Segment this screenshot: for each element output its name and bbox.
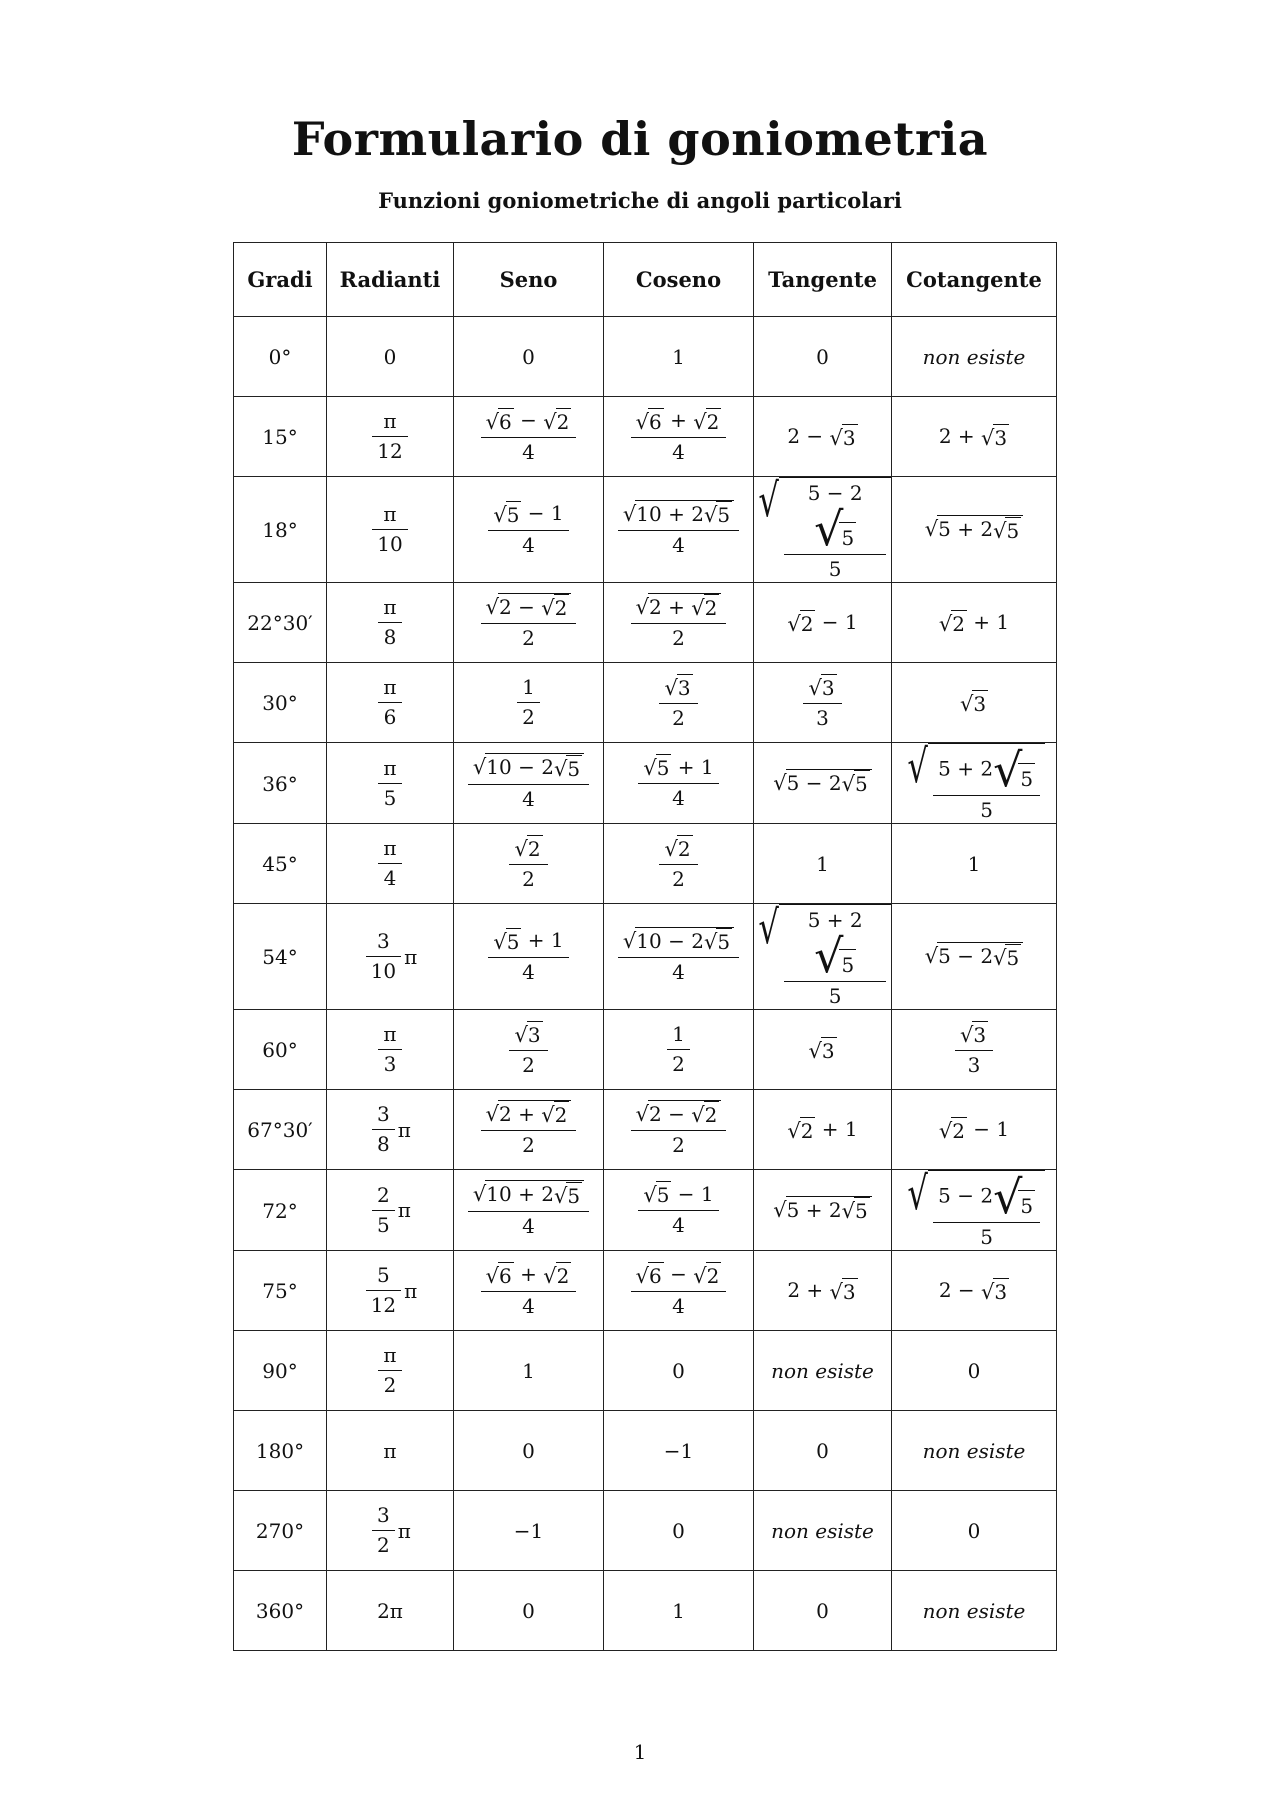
- cell-cotangente: non esiste: [892, 1411, 1057, 1491]
- cell-gradi: 15°: [234, 397, 327, 477]
- cell-tangente: √3: [754, 1010, 892, 1090]
- cell-coseno: 0: [604, 1331, 754, 1411]
- cell-gradi: 60°: [234, 1010, 327, 1090]
- cell-coseno: 0: [604, 1491, 754, 1571]
- cell-tangente: 0: [754, 1571, 892, 1651]
- cell-cotangente: √2 + 1: [892, 583, 1057, 663]
- table-header-row: [234, 243, 1057, 317]
- cell-tangente: non esiste: [754, 1331, 892, 1411]
- cell-coseno: $\frac{√6 + √2}{4}$: [604, 397, 754, 477]
- cell-cotangente: 2 − √3: [892, 1251, 1057, 1331]
- cell-coseno: $\frac{1}{2}$: [604, 1010, 754, 1090]
- table-row: [234, 397, 1057, 477]
- page-subtitle: Funzioni goniometriche di angoli particolari: [378, 188, 902, 213]
- cell-coseno: $\frac{√2 - √2}{2}$: [604, 1090, 754, 1170]
- cell-tangente: 0: [754, 317, 892, 397]
- cell-tangente: 2 − √3: [754, 397, 892, 477]
- cell-tangente: √ $\frac{5 - 2√5}{5}$: [754, 477, 892, 583]
- table-row: [234, 1010, 1057, 1090]
- cell-coseno: $\frac{√6 - √2}{4}$: [604, 1251, 754, 1331]
- cell-coseno: $\frac{√10 + 2√5}{4}$: [604, 477, 754, 583]
- cell-seno: $\frac{√5 - 1}{4}$: [454, 477, 604, 583]
- table-row: [234, 1170, 1057, 1251]
- cell-seno: $\frac{√10 - 2√5}{4}$: [454, 743, 604, 824]
- cell-cotangente: 0: [892, 1331, 1057, 1411]
- cell-coseno: $\frac{√5 - 1}{4}$: [604, 1170, 754, 1251]
- table-row: [234, 1331, 1057, 1411]
- cell-cotangente: non esiste: [892, 1571, 1057, 1651]
- cell-gradi: 45°: [234, 824, 327, 904]
- header-radianti: Radianti: [327, 243, 454, 317]
- page-number: 1: [633, 1740, 647, 1764]
- table-row: [234, 477, 1057, 583]
- cell-seno: $\frac{√2 + √2}{2}$: [454, 1090, 604, 1170]
- table-row: [234, 317, 1057, 397]
- cell-cotangente: √5 − 2√5: [892, 904, 1057, 1010]
- cell-seno: $\frac{1}{2}$: [454, 663, 604, 743]
- header-coseno: Coseno: [604, 243, 754, 317]
- cell-gradi: 180°: [234, 1411, 327, 1491]
- cell-tangente: 1: [754, 824, 892, 904]
- cell-radianti: $\frac{3}{8}$ π: [327, 1090, 454, 1170]
- cell-coseno: 1: [604, 1571, 754, 1651]
- cell-radianti: $\frac{5}{12}$ π: [327, 1251, 454, 1331]
- table-row: [234, 583, 1057, 663]
- cell-gradi: 360°: [234, 1571, 327, 1651]
- table-row: [234, 904, 1057, 1010]
- table-row: [234, 1571, 1057, 1651]
- cell-tangente: √2 − 1: [754, 583, 892, 663]
- cell-radianti: 0: [327, 317, 454, 397]
- header-tangente: Tangente: [754, 243, 892, 317]
- cell-cotangente: √5 + 2√5: [892, 477, 1057, 583]
- table-row: [234, 1251, 1057, 1331]
- cell-seno: $\frac{√10 + 2√5}{4}$: [454, 1170, 604, 1251]
- cell-radianti: $\frac{\pi}{5}$: [327, 743, 454, 824]
- cell-coseno: $\frac{√2}{2}$: [604, 824, 754, 904]
- cell-tangente: 2 + √3: [754, 1251, 892, 1331]
- cell-gradi: 72°: [234, 1170, 327, 1251]
- cell-seno: $\frac{√3}{2}$: [454, 1010, 604, 1090]
- cell-gradi: 18°: [234, 477, 327, 583]
- table-row: [234, 1491, 1057, 1571]
- header-gradi: Gradi: [234, 243, 327, 317]
- cell-radianti: $\frac{\pi}{4}$: [327, 824, 454, 904]
- cell-gradi: 0°: [234, 317, 327, 397]
- table-body: [234, 317, 1057, 1651]
- cell-seno: 0: [454, 1411, 604, 1491]
- table-row: [234, 1090, 1057, 1170]
- cell-gradi: 270°: [234, 1491, 327, 1571]
- cell-coseno: $\frac{√5 + 1}{4}$: [604, 743, 754, 824]
- cell-cotangente: 1: [892, 824, 1057, 904]
- cell-seno: 0: [454, 1571, 604, 1651]
- cell-gradi: 22°30′: [234, 583, 327, 663]
- cell-tangente: √5 + 2√5: [754, 1170, 892, 1251]
- cell-cotangente: √ $\frac{5 - 2√5}{5}$: [892, 1170, 1057, 1251]
- cell-seno: $\frac{√5 + 1}{4}$: [454, 904, 604, 1010]
- table-row: [234, 1411, 1057, 1491]
- cell-gradi: 75°: [234, 1251, 327, 1331]
- cell-gradi: 36°: [234, 743, 327, 824]
- cell-radianti: $\frac{3}{10}$ π: [327, 904, 454, 1010]
- cell-seno: $\frac{√6 - √2}{4}$: [454, 397, 604, 477]
- cell-radianti: $\frac{\pi}{12}$: [327, 397, 454, 477]
- cell-seno: 0: [454, 317, 604, 397]
- cell-seno: $\frac{√2}{2}$: [454, 824, 604, 904]
- table-row: [234, 663, 1057, 743]
- cell-radianti: $\frac{\pi}{3}$: [327, 1010, 454, 1090]
- cell-coseno: −1: [604, 1411, 754, 1491]
- header-seno: Seno: [454, 243, 604, 317]
- cell-radianti: 2π: [327, 1571, 454, 1651]
- cell-coseno: $\frac{√2 + √2}{2}$: [604, 583, 754, 663]
- cell-coseno: 1: [604, 317, 754, 397]
- cell-tangente: 0: [754, 1411, 892, 1491]
- cell-tangente: √2 + 1: [754, 1090, 892, 1170]
- cell-cotangente: non esiste: [892, 317, 1057, 397]
- cell-coseno: $\frac{√10 - 2√5}{4}$: [604, 904, 754, 1010]
- cell-radianti: $\frac{2}{5}$ π: [327, 1170, 454, 1251]
- cell-radianti: $\frac{3}{2}$ π: [327, 1491, 454, 1571]
- cell-cotangente: 0: [892, 1491, 1057, 1571]
- cell-radianti: $\frac{\pi}{2}$: [327, 1331, 454, 1411]
- cell-seno: 1: [454, 1331, 604, 1411]
- cell-gradi: 54°: [234, 904, 327, 1010]
- cell-seno: $\frac{√2 - √2}{2}$: [454, 583, 604, 663]
- cell-tangente: √5 − 2√5: [754, 743, 892, 824]
- cell-radianti: $\frac{\pi}{10}$: [327, 477, 454, 583]
- cell-tangente: non esiste: [754, 1491, 892, 1571]
- trig-values-table: [233, 242, 1057, 1651]
- cell-gradi: 30°: [234, 663, 327, 743]
- table-row: [234, 824, 1057, 904]
- cell-radianti: $\frac{\pi}{8}$: [327, 583, 454, 663]
- page-title: Formulario di goniometria: [291, 112, 989, 166]
- cell-gradi: 67°30′: [234, 1090, 327, 1170]
- cell-seno: $\frac{√6 + √2}{4}$: [454, 1251, 604, 1331]
- cell-tangente: $\frac{√3}{3}$: [754, 663, 892, 743]
- cell-cotangente: $\frac{√3}{3}$: [892, 1010, 1057, 1090]
- table-row: [234, 743, 1057, 824]
- cell-cotangente: √ $\frac{5 + 2√5}{5}$: [892, 743, 1057, 824]
- cell-cotangente: √3: [892, 663, 1057, 743]
- cell-cotangente: √2 − 1: [892, 1090, 1057, 1170]
- cell-cotangente: 2 + √3: [892, 397, 1057, 477]
- cell-coseno: $\frac{√3}{2}$: [604, 663, 754, 743]
- cell-radianti: π: [327, 1411, 454, 1491]
- cell-tangente: √ $\frac{5 + 2√5}{5}$: [754, 904, 892, 1010]
- header-cotangente: Cotangente: [892, 243, 1057, 317]
- cell-radianti: $\frac{\pi}{6}$: [327, 663, 454, 743]
- cell-gradi: 90°: [234, 1331, 327, 1411]
- cell-seno: −1: [454, 1491, 604, 1571]
